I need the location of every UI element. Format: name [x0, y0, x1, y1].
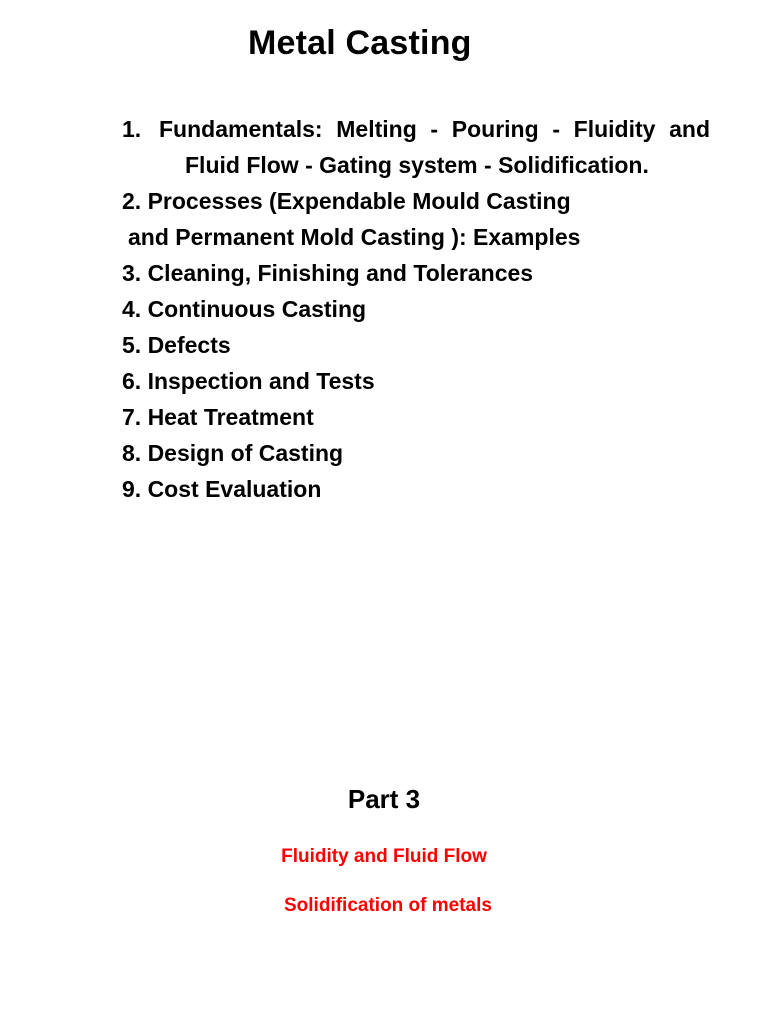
subtopic-solidification: Solidification of metals — [284, 895, 492, 916]
subtopic-fluidity: Fluidity and Fluid Flow — [281, 846, 487, 867]
topic-list — [122, 111, 710, 507]
topic-item-2-continued: and Permanent Mold Casting ): Examples — [128, 224, 581, 250]
part-heading: Part 3 — [347, 784, 421, 814]
topic-item-4: 4. Continuous Casting — [122, 296, 367, 322]
topic-text: Fundamentals: Melting - Pouring - Fluidity and Fluid Flow - Gating system - Solidification. — [159, 116, 710, 178]
topic-item-5: 5. Defects — [122, 332, 231, 358]
topic-item-6: 6. Inspection and Tests — [122, 368, 375, 394]
topic-item-8: 8. Design of Casting — [122, 440, 344, 466]
topic-item-3: 3. Cleaning, Finishing and Tolerances — [122, 260, 534, 286]
topic-item-2: 2. Processes (Expendable Mould Casting — [122, 188, 571, 214]
topic-number: 1. — [122, 116, 142, 142]
topic-item-7: 7. Heat Treatment — [122, 404, 314, 430]
topic-item-1 — [122, 111, 710, 183]
page-title: Metal Casting — [248, 24, 472, 62]
topic-item-9: 9. Cost Evaluation — [122, 476, 322, 502]
